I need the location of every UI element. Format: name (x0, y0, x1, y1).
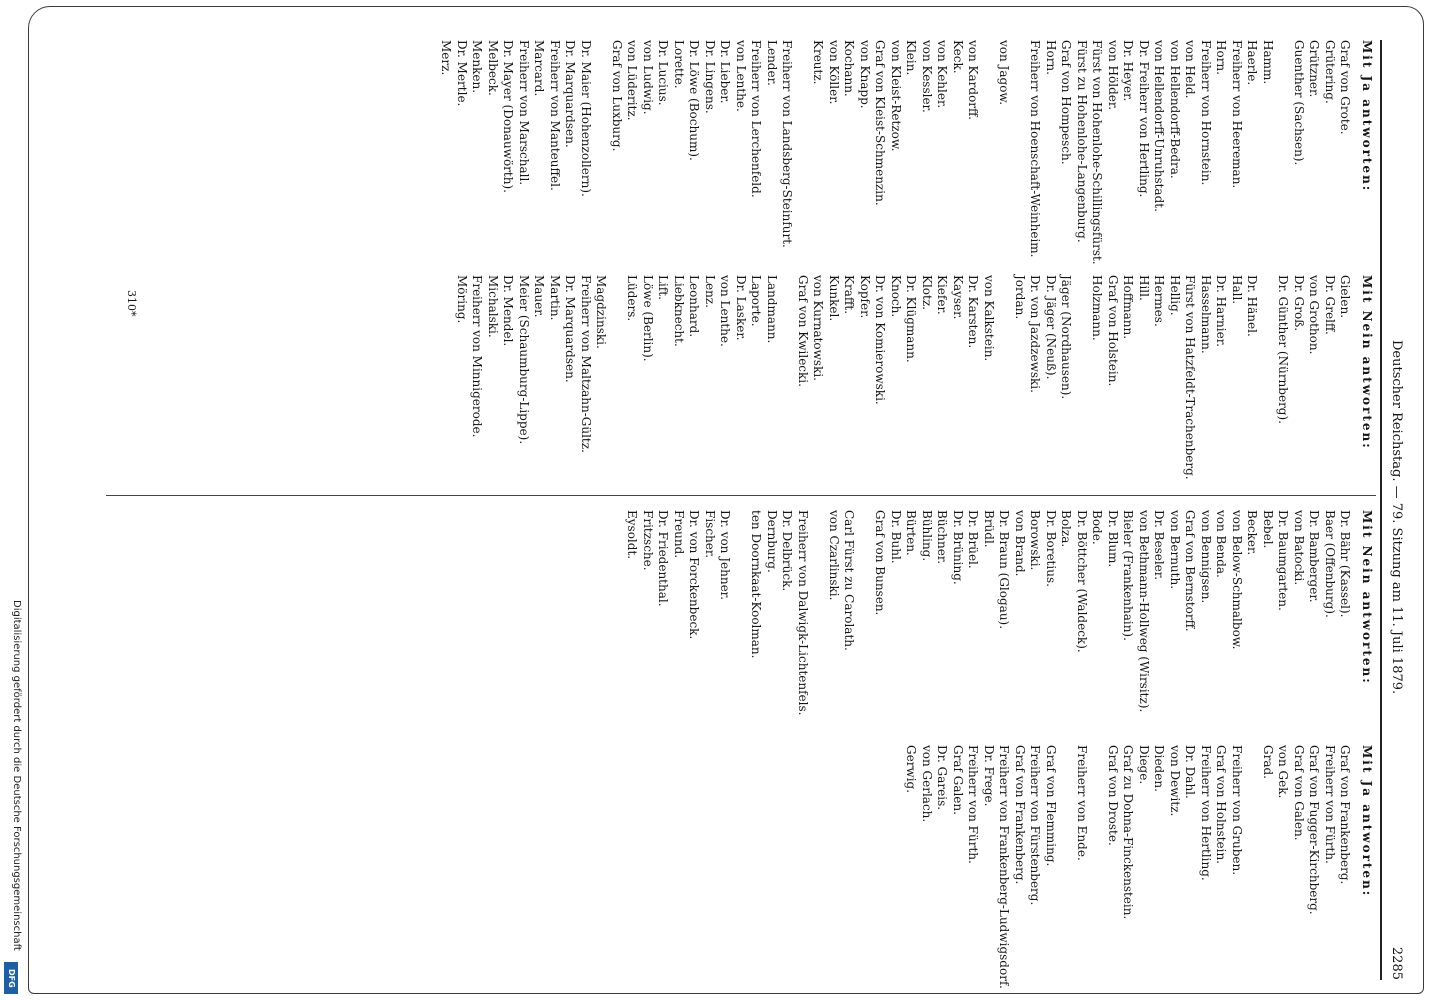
name-entry: Dr. Klügmann. (904, 275, 919, 363)
footnote-marker: 310* (125, 290, 138, 317)
name-entry: Grützner. (1307, 40, 1322, 98)
name-entry: Dieden. (1152, 745, 1167, 792)
name-entry: von Lenthe. (718, 275, 733, 347)
name-entry: Diege. (1137, 745, 1151, 785)
name-entry: Graf Galen. (951, 745, 965, 815)
name-entry: Gerwig. (904, 745, 919, 794)
name-entry: Graf von Holstein. (1106, 275, 1120, 387)
name-entry: Dr. Brüel. (966, 510, 981, 569)
name-entry: von Kleist-Retzow. (889, 40, 903, 152)
name-entry: von Hellendorff-Unruhstadt. (1152, 40, 1167, 212)
name-entry: Dr. Marquardsen. (563, 40, 578, 148)
name-entry: Kunkel. (827, 275, 841, 322)
name-entry: Graf von Kleist-Schmenzin. (873, 40, 888, 206)
name-entry: Dr. Löwe (Bochum). (687, 40, 702, 161)
name-entry: Dr. Lieber. (718, 40, 733, 104)
name-entry: Graf von Frankenberg. (1013, 745, 1027, 885)
name-entry: Hamm. (1261, 40, 1275, 85)
name-entry: von Kessler. (920, 40, 934, 113)
name-entry: Kopfer. (858, 275, 872, 319)
name-entry (593, 40, 609, 260)
name-entry: von Dewitz. (1168, 745, 1182, 817)
name-entry: Meier (Schaumburg-Lippe). (517, 275, 531, 445)
name-entry: Dr. Harnier. (1214, 275, 1229, 347)
column-heading: Mit Ja antworten: (1360, 745, 1374, 898)
name-entry: Krafft. (842, 275, 857, 315)
name-entry: Dr. Lasker. (734, 275, 748, 341)
name-entry: Dr. von Jehner. (718, 510, 733, 600)
name-entry: Keck. (951, 40, 965, 74)
name-entry: Klotz. (920, 275, 934, 310)
name-entry (810, 510, 826, 730)
name-entry: Klein. (904, 40, 919, 76)
page-number: 2285 (1389, 946, 1404, 980)
name-entry (1244, 745, 1260, 975)
name-entry: Hall. (1230, 275, 1244, 305)
name-entry: von Gerlach. (920, 745, 934, 823)
name-entry: Freiherr von Marschall. (517, 40, 531, 186)
name-entry: Menken. (470, 40, 485, 94)
name-entry: Dr. Karsten. (966, 275, 981, 349)
name-entry: Dr. Mayer (Donauwörth). (501, 40, 516, 193)
rotated-page-content (108, 40, 1408, 989)
name-entry: Melbeck. (486, 40, 500, 96)
name-entry: Fürst von Hohenlohe-Schillingsfürst. (1090, 40, 1105, 265)
column-heading: Mit Nein antworten: (1360, 275, 1374, 450)
name-entry: Graf von Holnstein. (1214, 745, 1229, 864)
name-entry: Fritzsche. (641, 510, 655, 571)
dfg-logo: DFG (4, 962, 18, 994)
name-entry: von Brand. (1013, 510, 1027, 577)
name-entry (996, 275, 1012, 490)
name-entry: Holzmann. (1090, 275, 1105, 341)
name-entry: von Czarlinski. (827, 510, 841, 601)
name-entry: Horn. (1214, 40, 1229, 75)
name-entry: Grad. (1261, 745, 1275, 779)
name-entry: Dr. Beseler. (1152, 510, 1167, 581)
name-entry: Baer (Offenburg). (1323, 510, 1337, 618)
name-entry: Lüders. (625, 275, 640, 322)
name-entry: von Kardorff. (966, 40, 981, 120)
name-entry: Bühling. (920, 510, 934, 562)
name-entry: Freiherr von Gruben. (1230, 745, 1244, 876)
name-entry: von Köller. (827, 40, 841, 105)
name-entry: Büchner. (935, 510, 950, 565)
name-entry: von Bernuth. (1168, 510, 1182, 590)
name-entry: Lift. (656, 275, 671, 300)
name-entry: Lorette. (672, 40, 686, 89)
name-entry: von Hölder. (1106, 40, 1120, 111)
name-entry: Grütering. (1323, 40, 1337, 104)
name-entry: Graf von Droste. (1106, 745, 1120, 846)
name-entry: von Ludwig. (641, 40, 655, 115)
column-heading: Mit Ja antworten: (1360, 40, 1374, 193)
name-entry: Kiefer. (935, 275, 950, 315)
name-entry: Dr. Groß. (1292, 275, 1306, 332)
name-entry: Hermes. (1152, 275, 1167, 327)
name-entry: Dr. Grelff. (1323, 275, 1337, 335)
name-entry: Brüdl. (982, 510, 996, 548)
name-entry: Freiherr von Dalwigk-Lichtenfels. (796, 510, 810, 716)
column-left-nein (624, 510, 1374, 730)
name-entry: Dr. Braun (Glogau). (997, 510, 1012, 630)
name-entry: Möring. (455, 275, 469, 324)
name-entry: von Kehler. (935, 40, 950, 109)
name-entry: Graf von Hompesch. (1059, 40, 1074, 165)
name-entry: von Batocki. (1292, 510, 1306, 586)
name-entry: Dr. von Forckenbeck. (687, 510, 702, 640)
name-entry: Knoch. (889, 275, 903, 318)
name-entry: Fürst von Hatzfeldt-Trachenberg. (1183, 275, 1198, 480)
name-entry: Dr. Baumgarten. (1276, 510, 1291, 611)
name-entry: Dr. Mertle. (455, 40, 469, 107)
name-entry: Dr. Freiherr von Hertling. (1137, 40, 1151, 198)
name-entry: Becker. (1245, 510, 1260, 556)
name-entry: Freiherr von Minnigerode. (470, 275, 485, 438)
name-entry: Guenther (Sachsen). (1292, 40, 1306, 166)
name-entry: Dr. von Jazdzewski. (1028, 275, 1043, 393)
name-entry (1260, 275, 1276, 490)
column-heading: Mit Nein antworten: (1360, 510, 1374, 685)
name-entry: Bürten. (904, 510, 919, 556)
name-entry: von Hellendorff-Bedra. (1168, 40, 1182, 179)
name-entry: Hellig. (1168, 275, 1182, 316)
name-entry: Kreutz. (811, 40, 826, 85)
name-entry: Graf von Galen. (1292, 745, 1306, 841)
name-entry (609, 275, 625, 490)
name-entry: Haerle. (1245, 40, 1260, 86)
column-right-nein (454, 275, 1375, 490)
name-entry: Leonhard. (687, 275, 702, 338)
name-entry: von Benda. (1214, 510, 1229, 578)
name-entry: von Held. (1183, 40, 1198, 99)
name-entry: Graf von Bunsen. (873, 510, 888, 616)
name-entry: Dr. von Komierowski. (873, 275, 888, 405)
credit-text: Digitalisierung gefördert durch die Deutsche Forschungsgemeinschaft (11, 600, 22, 951)
name-entry: Dr. Frege. (982, 745, 996, 807)
name-entry: Graf von Kwilecki. (796, 275, 810, 387)
name-entry: Fischer. (703, 510, 717, 559)
name-entry: Löwe (Berlin). (641, 275, 655, 362)
name-entry (1074, 275, 1090, 490)
name-entry: Horn. (1044, 40, 1058, 75)
name-entry (779, 275, 795, 490)
name-entry: Jordan. (1013, 275, 1027, 320)
name-entry: Carl Fürst zu Carolath. (842, 510, 857, 651)
name-entry: Dr. Lucius. (656, 40, 671, 106)
name-entry: Bode. (1090, 510, 1105, 545)
name-entry: Dr. Lingens. (703, 40, 717, 114)
name-entry: Freiherr von Hertling. (1199, 745, 1213, 881)
name-entry: von Kalkstein. (982, 275, 996, 362)
name-entry: Laporte. (749, 275, 764, 327)
name-entry: Kayser. (951, 275, 965, 320)
column-divider (106, 495, 1376, 496)
name-entry: Dr. Jäger (Neuß). (1044, 275, 1058, 380)
name-entry: Freiherr von Fürstenberg. (1028, 745, 1043, 906)
name-entry: Jäger (Nordhausen). (1059, 275, 1074, 400)
name-entry: von Bethmann-Hollweg (Wirsitz). (1137, 510, 1151, 713)
name-entry: Dr. Marquardsen. (563, 275, 578, 383)
name-entry: Freiherr von Heereman. (1230, 40, 1244, 189)
header-rule (1380, 40, 1382, 980)
name-entry: Freund. (672, 510, 686, 559)
name-entry: Dr. Heyer. (1121, 40, 1136, 102)
name-entry: Graf von Frankenberg. (1338, 745, 1353, 885)
name-entry: Lender. (765, 40, 779, 86)
name-entry: Dr. Buhl. (889, 510, 903, 564)
name-entry: Freiherr von Hornstein. (1199, 40, 1213, 186)
page-header (1382, 40, 1408, 980)
name-entry: Dr. Gareis. (935, 745, 950, 811)
name-entry (857, 510, 873, 730)
name-entry: von Lenthe. (734, 40, 748, 112)
name-entry: Hill. (1137, 275, 1151, 301)
name-entry (1012, 40, 1028, 260)
name-entry: Dr. Bähr (Kassel). (1338, 510, 1353, 618)
name-entry: Dr. Mendel. (501, 275, 516, 347)
name-entry: Graf von Bernstorff. (1183, 510, 1198, 632)
name-entry: Freiherr von Fürth. (966, 745, 981, 864)
name-entry: Graf von Flemming. (1044, 745, 1058, 867)
name-entry: von Below-Schmalbow. (1230, 510, 1244, 650)
name-entry: Borowski. (1028, 510, 1043, 571)
name-entry: Dr. Dahl. (1183, 745, 1198, 799)
name-entry: Freiherr von Landsberg-Steinfurt. (780, 40, 795, 248)
header-title: Deutscher Reichstag. — 79. Sitzung am 11. Juli 1879. (1389, 340, 1404, 695)
name-entry: Landmann. (765, 275, 779, 344)
name-entry: Freiherr von Manteuffel. (548, 40, 562, 191)
name-entry (1275, 40, 1291, 260)
name-entry: Gielen. (1338, 275, 1353, 319)
name-entry: Freiherr von Hoenschaft-Weinheim. (1028, 40, 1043, 258)
name-entry: von Grothon. (1307, 275, 1322, 355)
name-entry: Michalski. (486, 275, 500, 338)
name-entry: von Knapp. (858, 40, 872, 109)
name-entry: von Lüderitz. (625, 40, 640, 121)
name-entry: Dr. Hänel. (1245, 275, 1260, 337)
name-entry: Dr. Günther (Nürnberg). (1276, 275, 1291, 424)
name-entry: Freiherr von Fürth. (1323, 745, 1337, 864)
name-entry: Dr. Delbrück. (780, 510, 795, 592)
name-entry: von Jagow. (997, 40, 1012, 106)
name-entry: Freiherr von Maltzahn-Gültz. (579, 275, 593, 453)
name-entry: Hoffmann. (1121, 275, 1136, 340)
name-entry: Graf von Luxburg. (610, 40, 624, 152)
name-entry (733, 510, 749, 730)
name-entry: von Gek. (1276, 745, 1291, 799)
name-entry: Martin. (548, 275, 562, 321)
name-entry: Merz. (439, 40, 454, 76)
name-entry: Graf von Grote. (1338, 40, 1353, 135)
name-entry: Liebknecht. (672, 275, 686, 347)
name-entry (1058, 745, 1074, 975)
column-left-ja (903, 745, 1374, 989)
name-entry: Marcard. (532, 40, 547, 97)
column-right-ja (438, 40, 1374, 265)
name-entry (981, 40, 997, 260)
name-entry: Dernburg. (765, 510, 779, 573)
name-entry: Mauer. (532, 275, 547, 318)
name-entry: Bolza. (1059, 510, 1074, 548)
name-entry: Dr. Maier (Hohenzollern). (579, 40, 593, 197)
name-entry: von Kurnatowski. (811, 275, 826, 381)
name-entry (795, 40, 811, 260)
name-entry: Fürst zu Hohenlohe-Langenburg. (1075, 40, 1089, 243)
name-entry: Graf zu Dohna-Finckenstein. (1121, 745, 1136, 920)
name-entry: Hasselmann. (1199, 275, 1213, 354)
name-entry: Dr. Böttcher (Waldeck). (1075, 510, 1089, 653)
name-entry: Dr. Brüning. (951, 510, 965, 585)
name-entry: Dr. Blum. (1106, 510, 1120, 568)
name-entry: Graf von Fugger-Kirchberg. (1307, 745, 1322, 915)
name-entry: Dr. Bamberger. (1307, 510, 1322, 603)
name-entry (1089, 745, 1105, 975)
name-entry: Eysoldt. (625, 510, 640, 560)
name-entry: Bebel. (1261, 510, 1275, 549)
name-entry: von Bennigsen. (1199, 510, 1213, 604)
name-entry: Magdzinski. (594, 275, 609, 349)
name-entry: Dr. Friedenthal. (656, 510, 671, 607)
name-entry: ten Doornkaat-Koolman. (749, 510, 764, 659)
name-entry: Freiherr von Frankenberg-Ludwigsdorf. (997, 745, 1012, 989)
name-entry: Bieler (Frankenhain). (1121, 510, 1136, 641)
digitization-credit (2, 600, 22, 1000)
name-entry: Freiherr von Lerchenfeld. (749, 40, 764, 198)
name-entry: Lenz. (703, 275, 717, 308)
name-entry: Dr. Boretius. (1044, 510, 1058, 587)
name-entry: Kochann. (842, 40, 857, 97)
name-entry: Freiherr von Ende. (1075, 745, 1089, 861)
